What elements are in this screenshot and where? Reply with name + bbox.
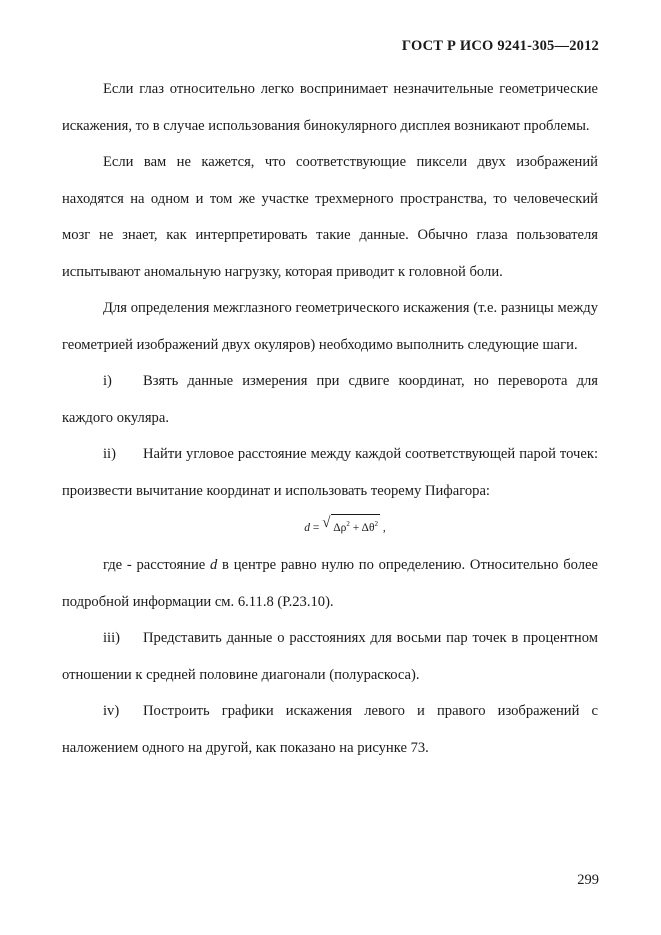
step-i: [62, 363, 598, 436]
step-text: Найти угловое расстояние между каждой соответствующей парой точек: произвести вычитание координат и использовать теорему Пифагора:: [62, 446, 598, 499]
formula-term-2: Δθ: [361, 522, 375, 534]
radicand: [331, 514, 380, 537]
paragraph-2: Если вам не кажется, что соответствующие пиксели двух изображений находятся на одном и том же участке трехмерного пространства, то человеческий мозг не знает, как интерпретировать такие данные. Обычно глаза пользователя испытывают аномальную нагрузку, которая приводит к головной боли.: [62, 154, 598, 280]
paragraph-1: Если глаз относительно легко воспринимает незначительные геометрические искажения, то в случае использования бинокулярного дисплея возникают проблемы.: [62, 81, 598, 134]
formula-exp-2: 2: [374, 520, 378, 529]
document-header: ГОСТ Р ИСО 9241-305—2012: [401, 38, 599, 54]
radical-sign: √: [322, 515, 331, 531]
step-text: Построить графики искажения левого и правого изображений с наложением одного на другой, как показано на рисунке 73.: [62, 703, 598, 756]
where-text-after: в центре равно нулю по определению. Относительно более подробной информации см. 6.11.8 (Р.23.10).: [62, 557, 598, 610]
step-text: Представить данные о расстояниях для восьми пар точек в процентном отношении к средней половине диагонали (полураскоса).: [62, 630, 598, 683]
formula-sqrt: [322, 509, 380, 547]
page-number: 299: [577, 872, 599, 888]
paragraph-where: [62, 547, 598, 620]
formula-exp-1: 2: [346, 520, 350, 529]
step-number: ii): [103, 446, 116, 462]
step-number: i): [103, 373, 112, 389]
step-number: iii): [103, 630, 121, 646]
where-text-before: где - расстояние: [103, 557, 211, 573]
step-number: iv): [103, 703, 120, 719]
formula-equals: =: [312, 522, 320, 534]
pythagoras-formula: [62, 509, 598, 547]
where-variable: d: [210, 557, 218, 573]
formula-trail: ,: [382, 522, 386, 534]
step-ii: [62, 436, 598, 509]
paragraph-3: Для определения межглазного геометрического искажения (т.е. разницы между геометрией изображений двух окуляров) необходимо выполнить следующие шаги.: [62, 300, 598, 353]
step-iv: [62, 693, 598, 766]
formula-plus: +: [352, 522, 360, 534]
step-text: Взять данные измерения при сдвиге координат, но переворота для каждого окуляра.: [62, 373, 598, 426]
formula-term-1: Δρ: [333, 522, 347, 534]
formula-lhs: d: [304, 522, 311, 534]
step-iii: [62, 620, 598, 693]
page-body: [62, 71, 598, 766]
